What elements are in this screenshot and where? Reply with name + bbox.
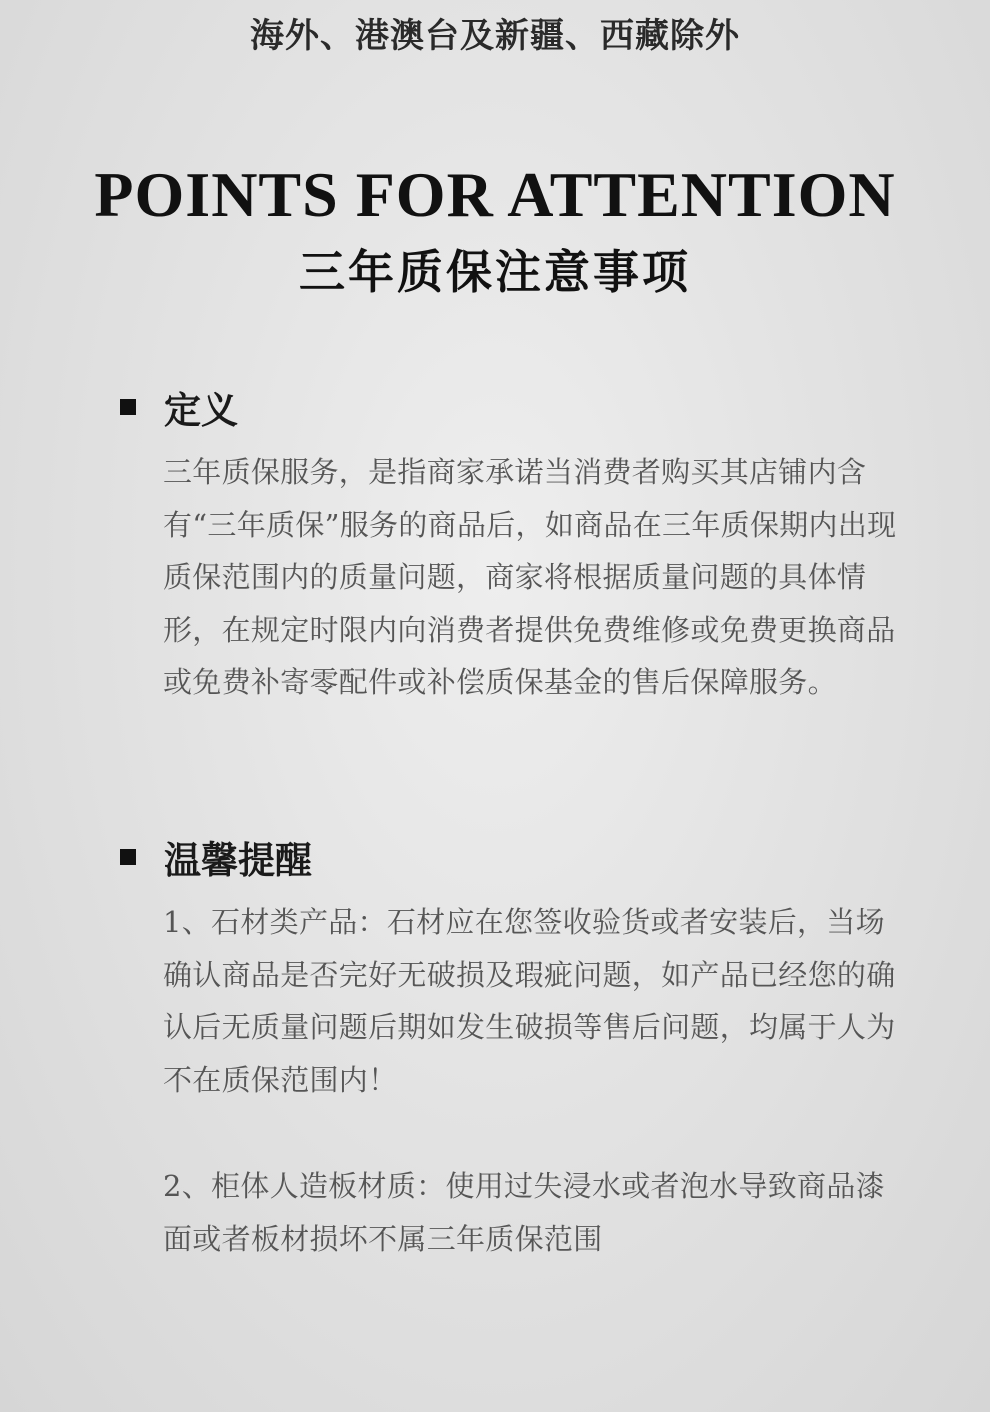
- section-title-label: 温馨提醒: [164, 838, 312, 882]
- page-title-chinese: 三年质保注意事项: [299, 245, 691, 299]
- reminder-item-stone: 1、石材类产品：石材应在您签收验货或者安装后，当场确认商品是否完好无破损及瑕疵问题，如产品已经您的确认后无质量问题后期如发生破损等售后问题，均属于人为不在质保范围内！: [163, 905, 896, 1097]
- section-title-definition: [120, 380, 238, 434]
- section-title-label: 定义: [164, 388, 238, 432]
- region-exclusion-note: 海外、港澳台及新疆、西藏除外: [250, 16, 740, 56]
- page-title-english: POINTS FOR ATTENTION: [94, 159, 896, 230]
- definition-paragraph: 三年质保服务，是指商家承诺当消费者购买其店铺内含有“三年质保”服务的商品后，如商品在三年质保期内出现质保范围内的质量问题，商家将根据质量问题的具体情形，在规定时限内向消费者提供免费维修或免费更换商品或免费补寄零配件或补偿质保基金的售后保障服务。: [163, 455, 897, 699]
- section-title-reminder: [120, 830, 312, 884]
- square-bullet-icon: [120, 849, 136, 865]
- square-bullet-icon: [120, 399, 136, 415]
- reminder-item-cabinet-board: 2、柜体人造板材质：使用过失浸水或者泡水导致商品漆面或者板材损坏不属三年质保范围: [163, 1169, 885, 1256]
